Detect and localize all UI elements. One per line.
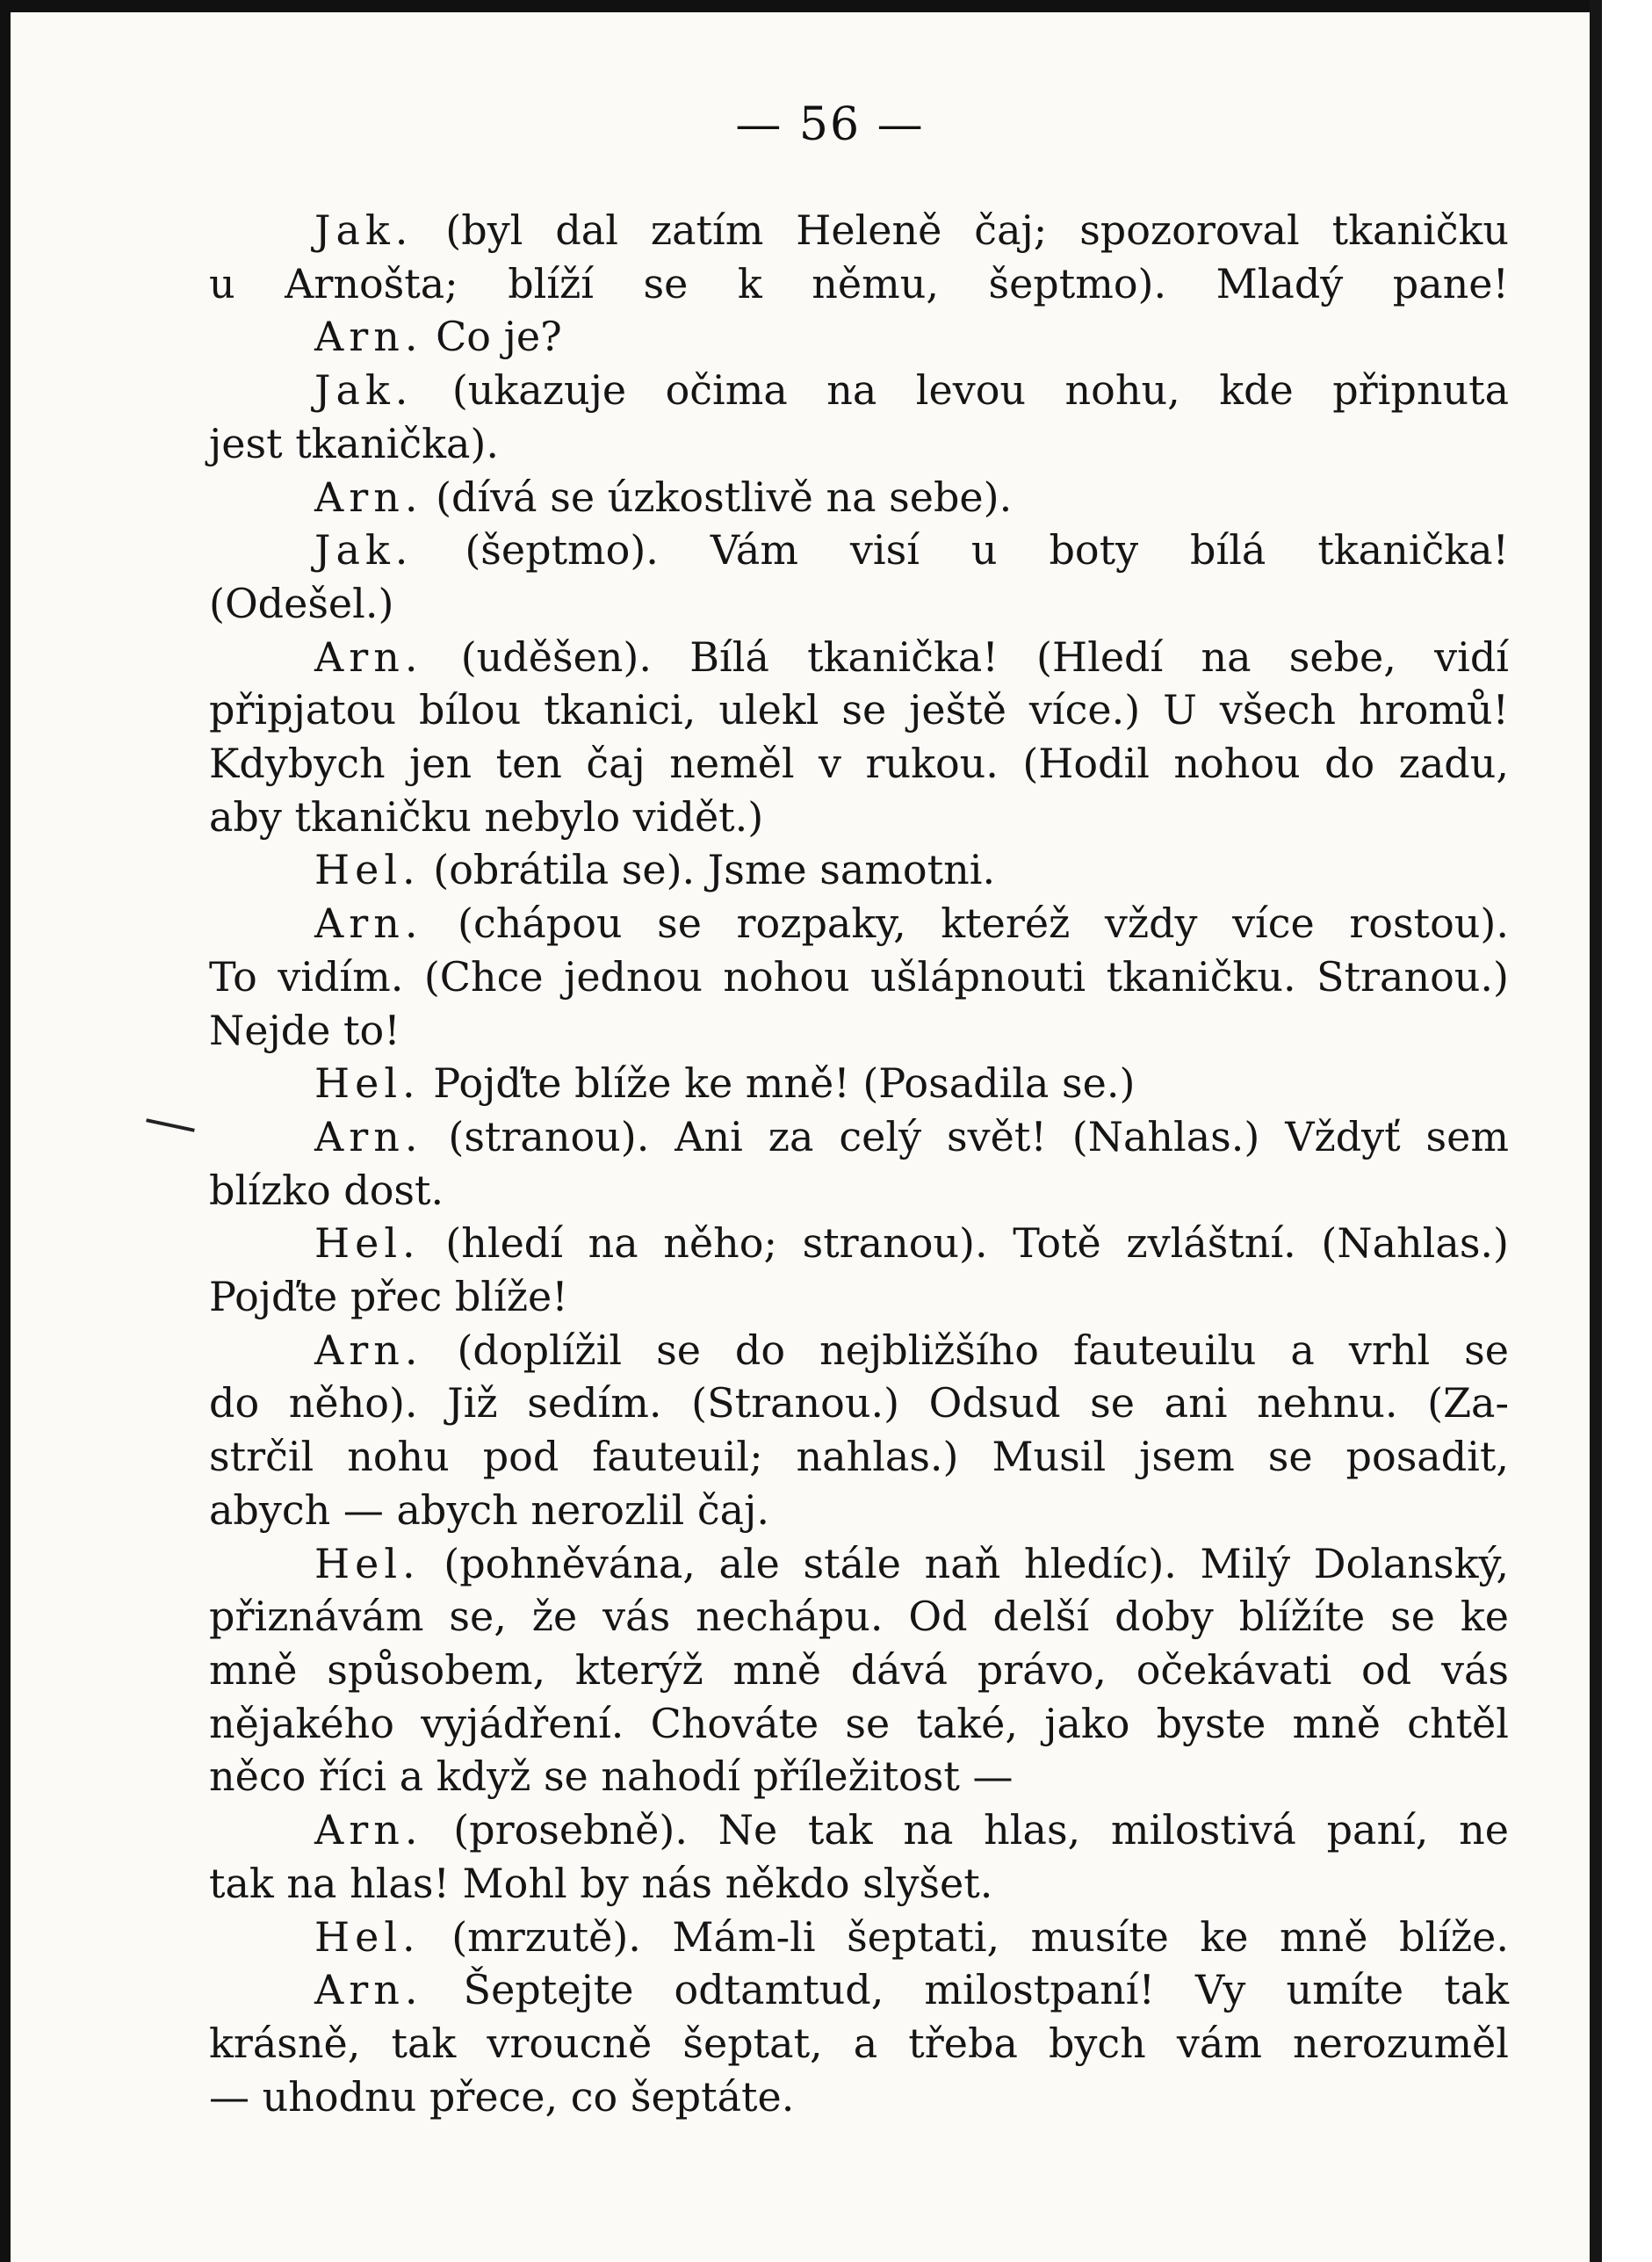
text-line [209,897,1509,950]
text-line [209,1697,1509,1751]
text-line [209,1377,1509,1430]
text-line [209,950,1509,1004]
speaker-name: Arn. [314,1806,423,1854]
line-text: Šeptejte odtamtud, milostpaní! Vy umíte tak [422,1966,1509,2014]
speaker-name: Arn. [314,900,423,948]
text-line [209,577,1509,631]
text-line [209,364,1509,417]
text-line [209,683,1509,737]
dialogue-text [209,204,1509,2123]
text-line [209,1750,1509,1803]
text-line [209,791,1509,844]
speaker-name: Jak. [314,206,414,254]
speaker-name: Hel. [314,846,421,894]
line-text: (byl dal zatím Heleně čaj; spozoroval tkaničku [413,206,1509,254]
speaker-name: Arn. [314,1326,423,1374]
line-text: mně spůsobem, kterýž mně dává právo, očekávati od vás [209,1645,1509,1694]
text-line [209,1537,1509,1591]
line-text: blízko dost. [209,1166,444,1214]
text-line [209,1590,1509,1644]
text-line [209,631,1509,684]
line-text: Nejde to! [209,1006,400,1054]
text-line [209,1911,1509,1964]
line-text: (stranou). Ani za celý svět! (Nahlas.) Vždyť sem [422,1112,1509,1160]
text-line [209,843,1509,897]
speaker-name: Hel. [314,1059,421,1108]
line-text: (prosebně). Ne tak na hlas, milostivá paní, ne [422,1806,1509,1854]
line-text: krásně, tak vroucně šeptat, a třeba bych vám nerozuměl [209,2019,1509,2067]
text-line [209,1270,1509,1324]
line-text: nějakého vyjádření. Chováte se také, jako byste mně chtěl [209,1699,1509,1747]
speaker-name: Jak. [314,526,414,575]
line-text: do něho). Již sedím. (Stranou.) Odsud se ani nehnu. (Za- [209,1379,1509,1427]
line-text: Pojďte přec blíže! [209,1273,568,1321]
scan-border-top [0,0,1590,12]
line-text: připjatou bílou tkanici, ulekl se ještě více.) U všech hromů! [209,686,1509,734]
line-text: přiznávám se, že vás nechápu. Od delší doby blížíte se ke [209,1593,1509,1641]
text-line [209,1644,1509,1697]
speaker-name: Hel. [314,1912,421,1961]
line-text: jest tkanička). [209,419,499,467]
line-text: něco říci a když se nahodí příležitost — [209,1753,1014,1801]
text-line [209,1963,1509,2017]
line-text: (obrátila se). Jsme samotni. [420,846,996,894]
line-text: tak na hlas! Mohl by nás někdo slyšet. [209,1859,993,1907]
text-line [209,310,1509,364]
line-text: (dívá se úzkostlivě na sebe). [422,473,1013,521]
text-line [209,737,1509,791]
text-line [209,524,1509,577]
scan-border-right [1590,0,1602,2262]
line-text: u Arnošta; blíží se k němu, šeptmo). Mladý pane! [209,259,1509,307]
text-line [209,1164,1509,1218]
text-line [209,1217,1509,1270]
text-line [209,204,1509,257]
speaker-name: Arn. [314,632,423,681]
speaker-name: Arn. [314,313,423,361]
text-line [209,1110,1509,1164]
speaker-name: Hel. [314,1219,421,1268]
line-text: (uděšen). Bílá tkanička! (Hledí na sebe, vidí [422,632,1509,681]
text-line [209,1430,1509,1484]
line-text: — uhodnu přece, co šeptáte. [209,2072,795,2121]
text-line [209,1857,1509,1911]
line-text: (šeptmo). Vám visí u boty bílá tkanička! [413,526,1509,575]
text-line [209,1803,1509,1857]
line-text: Co je? [422,313,562,361]
line-text: aby tkaničku nebylo vidět.) [209,792,764,841]
text-line [209,2070,1509,2124]
line-text: (chápou se rozpaky, kteréž vždy více rostou). [422,900,1509,948]
scan-border-left [0,0,11,2262]
text-line [209,1484,1509,1537]
line-text: (mrzutě). Mám-li šeptati, musíte ke mně blíže. [420,1912,1509,1961]
line-text: Pojďte blíže ke mně! (Posadila se.) [420,1059,1136,1108]
line-text: Kdybych jen ten čaj neměl v rukou. (Hodil nohou do zadu, [209,740,1509,788]
text-line [209,1004,1509,1058]
text-line [209,1324,1509,1377]
text-line [209,2017,1509,2070]
line-text: (doplížil se do nejbližšího fauteuilu a vrhl se [422,1326,1509,1374]
line-text: (pohněvána, ale stále naň hledíc). Milý Dolanský, [420,1539,1509,1587]
line-text: strčil nohu pod fauteuil; nahlas.) Musil jsem se posadit, [209,1433,1509,1481]
text-line [209,471,1509,524]
line-text: To vidím. (Chce jednou nohou ušlápnouti tkaničku. Stranou.) [209,952,1509,1001]
line-text: (hledí na něho; stranou). Totě zvláštní. (Nahlas.) [420,1219,1509,1268]
line-text: abych — abych nerozlil čaj. [209,1485,769,1534]
text-line [209,257,1509,311]
text-line [209,417,1509,471]
margin-mark [146,1118,195,1132]
speaker-name: Jak. [314,366,414,415]
speaker-name: Arn. [314,473,423,521]
page-number: — 56 — [735,98,925,151]
line-text: (Odešel.) [209,579,394,627]
speaker-name: Arn. [314,1966,423,2014]
line-text: (ukazuje očima na levou nohu, kde připnuta [413,366,1509,415]
speaker-name: Hel. [314,1539,421,1587]
text-line [209,1057,1509,1110]
speaker-name: Arn. [314,1112,423,1160]
